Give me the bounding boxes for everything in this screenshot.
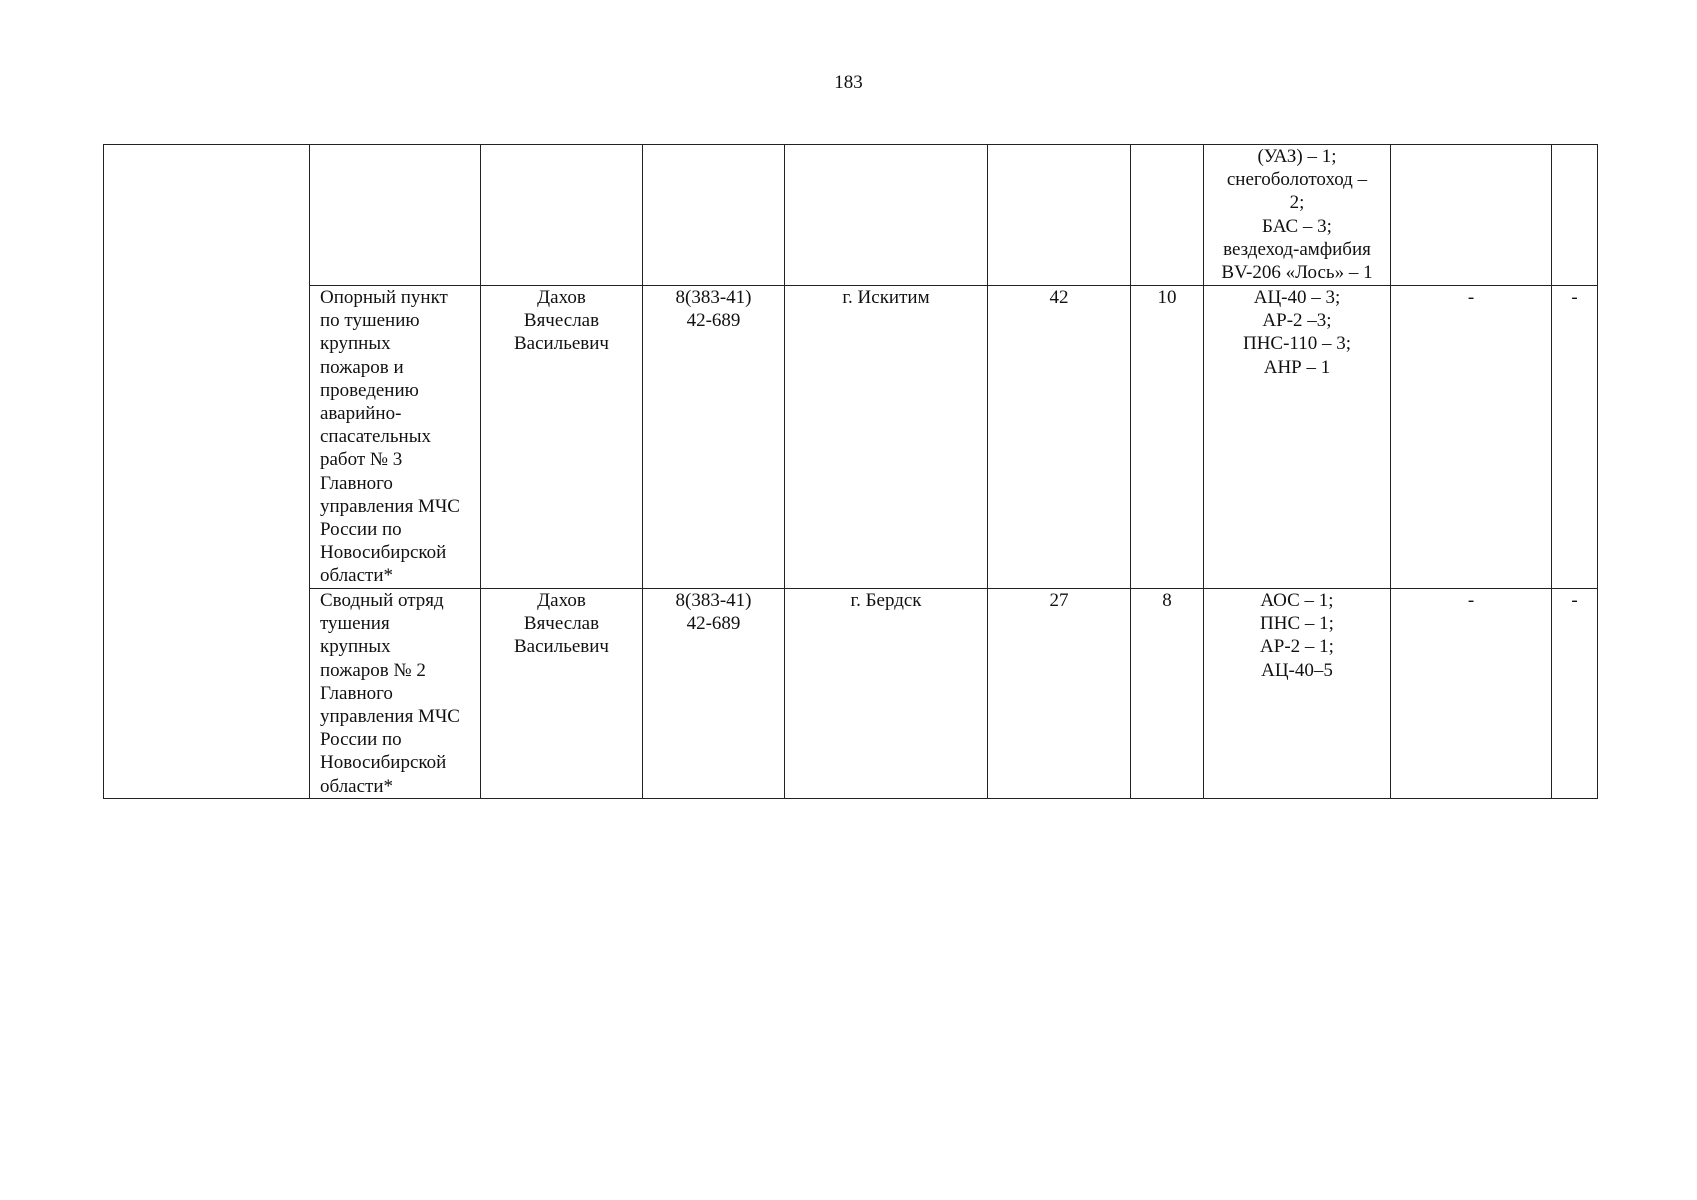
unit-name-line: Новосибирской xyxy=(320,542,447,564)
unit-name-line: Главного xyxy=(320,682,393,704)
head-name-line: Васильевич xyxy=(514,333,609,355)
table-row-continued xyxy=(104,145,1598,286)
unit-name-line: России по xyxy=(320,729,402,751)
col10-cell: - xyxy=(1552,286,1598,589)
unit-name-line: управления МЧС xyxy=(320,706,460,728)
equipment-line: 2; xyxy=(1289,192,1305,214)
equipment-line: АЦ-40 – 3; xyxy=(1253,287,1341,308)
cell-empty xyxy=(643,145,785,286)
head-name-line: Васильевич xyxy=(514,636,609,658)
table-row xyxy=(104,286,1598,589)
cell-empty xyxy=(988,145,1131,286)
head-name-line: Вячеслав xyxy=(523,613,600,635)
equipment-line: вездеход-амфибия xyxy=(1223,238,1371,260)
equipment-cell xyxy=(1204,286,1391,589)
page-number: 183 xyxy=(834,72,863,93)
head-name-cell xyxy=(481,286,643,589)
unit-name-cell xyxy=(310,286,481,589)
staff-count-cell: 27 xyxy=(988,589,1131,799)
unit-name-line: управления МЧС xyxy=(320,495,460,517)
phone-line: 42-689 xyxy=(686,310,741,332)
equipment-line: BV-206 «Лось» – 1 xyxy=(1221,262,1373,284)
equipment-line: АР-2 –3; xyxy=(1262,310,1332,332)
equipment-cell xyxy=(1204,145,1391,286)
unit-name-line: аварийно- xyxy=(320,403,402,425)
phone-cell xyxy=(643,589,785,799)
unit-name-line: области* xyxy=(320,565,394,587)
resources-table xyxy=(103,144,1598,799)
equipment-line: АЦ-40–5 xyxy=(1261,659,1333,681)
equipment-line: снегоболотоход – xyxy=(1226,169,1368,191)
crew-count-cell: 8 xyxy=(1131,589,1204,799)
unit-name-line: крупных xyxy=(320,636,391,658)
cell-empty xyxy=(785,145,988,286)
equipment-line: ПНС-110 – 3; xyxy=(1242,333,1352,355)
equipment-cell xyxy=(1204,589,1391,799)
location-cell: г. Искитим xyxy=(785,286,988,589)
head-name-line: Дахов xyxy=(537,287,586,308)
equipment-line: ПНС – 1; xyxy=(1260,613,1334,635)
head-name-line: Вячеслав xyxy=(523,310,600,332)
unit-name-line: Сводный отряд xyxy=(320,590,444,611)
cell-empty xyxy=(1131,145,1204,286)
unit-name-line: работ № 3 xyxy=(320,449,403,471)
unit-name-line: спасательных xyxy=(320,426,431,448)
unit-name-line: Главного xyxy=(320,472,393,494)
equipment-line: АНР – 1 xyxy=(1263,356,1331,378)
unit-name-line: Новосибирской xyxy=(320,752,447,774)
unit-name-line: России по xyxy=(320,519,402,541)
phone-cell xyxy=(643,286,785,589)
staff-count-cell: 42 xyxy=(988,286,1131,589)
equipment-line: АР-2 – 1; xyxy=(1260,636,1334,658)
unit-name-line: пожаров № 2 xyxy=(320,659,426,681)
cell-empty xyxy=(1552,145,1598,286)
unit-name-line: Опорный пункт xyxy=(320,287,448,308)
merged-left-cell xyxy=(104,145,310,799)
col10-cell: - xyxy=(1552,589,1598,799)
cell-empty xyxy=(310,145,481,286)
unit-name-line: крупных xyxy=(320,333,391,355)
col9-cell: - xyxy=(1391,286,1552,589)
phone-line: 8(383-41) xyxy=(675,590,752,611)
unit-name-line: пожаров и xyxy=(320,356,404,378)
unit-name-line: области* xyxy=(320,775,394,797)
cell-empty xyxy=(481,145,643,286)
equipment-line: (УАЗ) – 1; xyxy=(1257,146,1337,167)
col9-cell: - xyxy=(1391,589,1552,799)
unit-name-line: по тушению xyxy=(320,310,420,332)
location-cell: г. Бердск xyxy=(785,589,988,799)
unit-name-line: тушения xyxy=(320,613,390,635)
equipment-line: АОС – 1; xyxy=(1260,590,1334,611)
crew-count-cell: 10 xyxy=(1131,286,1204,589)
equipment-line: БАС – 3; xyxy=(1262,215,1332,237)
head-name-cell xyxy=(481,589,643,799)
phone-line: 42-689 xyxy=(686,613,741,635)
unit-name-cell xyxy=(310,589,481,799)
table-row xyxy=(104,589,1598,799)
head-name-line: Дахов xyxy=(537,590,586,611)
unit-name-line: проведению xyxy=(320,379,419,401)
cell-empty xyxy=(1391,145,1552,286)
phone-line: 8(383-41) xyxy=(675,287,752,308)
